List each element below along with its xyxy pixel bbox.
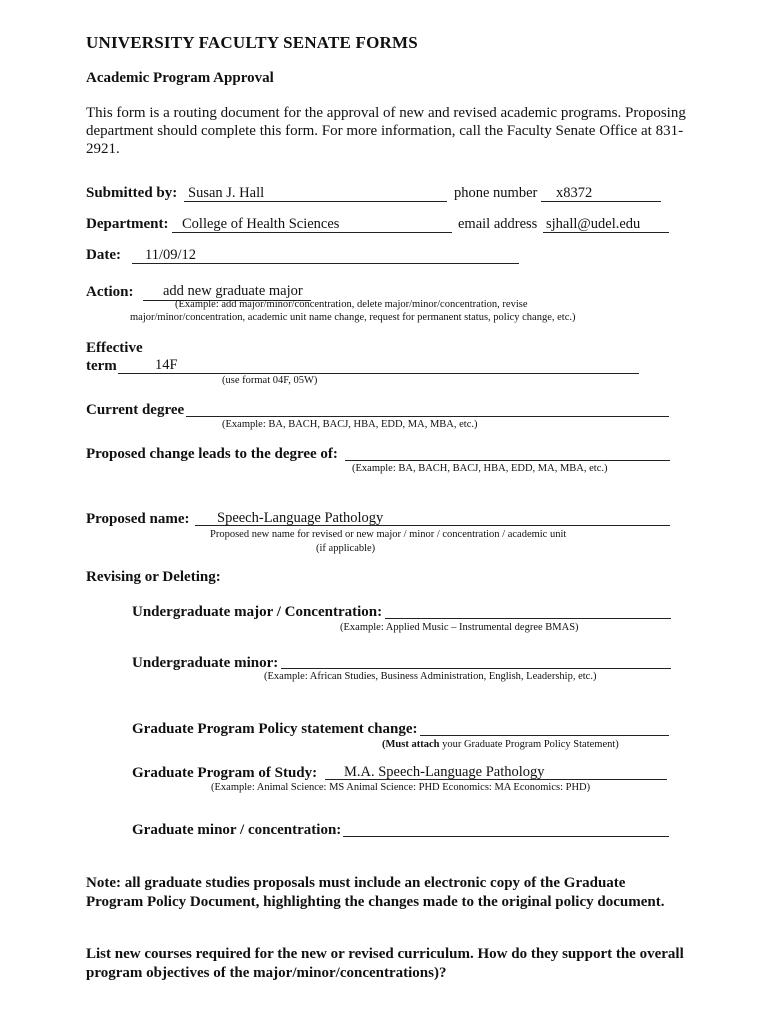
list-courses-question: List new courses required for the new or revised curriculum. How do they support the overall program objectives of the major/minor/concentrations)? <box>86 946 684 981</box>
proposed-name-label: Proposed name: <box>86 511 190 527</box>
department-label: Department: <box>86 216 169 232</box>
proposed-degree-hint: (Example: BA, BACH, BACJ, HBA, EDD, MA, MBA, etc.) <box>352 463 608 474</box>
intro-paragraph: This form is a routing document for the approval of new and revised academic programs. Proposing department should complete this form. For more information, call the Faculty Senate Office at 831-2921. <box>86 105 686 157</box>
term-hint: (use format 04F, 05W) <box>222 375 318 386</box>
action-example-2: major/minor/concentration, academic unit name change, request for permanent status, policy change, etc.) <box>130 312 576 323</box>
submitted-by-value[interactable]: Susan J. Hall <box>188 185 265 201</box>
phone-value[interactable]: x8372 <box>556 185 593 201</box>
current-degree-hint: (Example: BA, BACH, BACJ, HBA, EDD, MA, MBA, etc.) <box>222 419 478 430</box>
term-value[interactable]: 14F <box>155 357 178 373</box>
email-value[interactable]: sjhall@udel.edu <box>546 216 641 232</box>
ug-major-line[interactable] <box>385 618 671 619</box>
grad-policy-hint <box>382 739 619 750</box>
proposed-degree-line[interactable] <box>345 460 670 461</box>
proposed-degree-label: Proposed change leads to the degree of: <box>86 446 338 462</box>
grad-policy-hint-rest: your Graduate Program Policy Statement) <box>439 739 619 750</box>
proposed-name-hint-2: (if applicable) <box>316 543 376 554</box>
term-line <box>118 373 639 374</box>
grad-minor-line[interactable] <box>343 836 669 837</box>
form-title: UNIVERSITY FACULTY SENATE FORMS <box>86 33 418 52</box>
proposed-name-hint-1: Proposed new name for revised or new major / minor / concentration / academic unit <box>210 529 567 540</box>
effective-label: Effective <box>86 340 143 356</box>
date-label: Date: <box>86 247 121 263</box>
action-example-1: (Example: add major/minor/concentration, delete major/minor/concentration, revise <box>175 299 528 310</box>
ug-minor-line[interactable] <box>281 668 671 669</box>
current-degree-label: Current degree <box>86 402 185 418</box>
ug-minor-hint: (Example: African Studies, Business Administration, English, Leadership, etc.) <box>264 671 597 682</box>
graduate-note: Note: all graduate studies proposals must include an electronic copy of the Graduate Program Policy Document, highlighting the changes made to the original policy document. <box>86 875 665 910</box>
ug-major-label: Undergraduate major / Concentration: <box>132 604 383 620</box>
ug-minor-label: Undergraduate minor: <box>132 655 279 671</box>
email-label: email address <box>458 216 538 232</box>
proposed-name-value[interactable]: Speech-Language Pathology <box>217 510 384 526</box>
grad-study-label: Graduate Program of Study: <box>132 765 318 781</box>
form-subtitle: Academic Program Approval <box>86 70 274 86</box>
revising-heading: Revising or Deleting: <box>86 569 221 585</box>
grad-minor-label: Graduate minor / concentration: <box>132 822 342 838</box>
department-value[interactable]: College of Health Sciences <box>182 216 340 232</box>
ug-major-hint: (Example: Applied Music – Instrumental degree BMAS) <box>340 622 579 633</box>
action-value[interactable]: add new graduate major <box>163 283 303 299</box>
phone-label: phone number <box>454 185 538 201</box>
submitted-by-label: Submitted by: <box>86 185 178 201</box>
grad-policy-label: Graduate Program Policy statement change: <box>132 721 418 737</box>
current-degree-line[interactable] <box>186 416 669 417</box>
term-label: term <box>86 358 117 374</box>
grad-policy-line[interactable] <box>420 735 669 736</box>
grad-study-value[interactable]: M.A. Speech-Language Pathology <box>344 764 545 780</box>
grad-policy-hint-bold: (Must attach <box>382 739 440 750</box>
grad-study-hint: (Example: Animal Science: MS Animal Science: PHD Economics: MA Economics: PHD) <box>211 782 591 793</box>
action-label: Action: <box>86 284 134 300</box>
date-value[interactable]: 11/09/12 <box>145 247 197 263</box>
